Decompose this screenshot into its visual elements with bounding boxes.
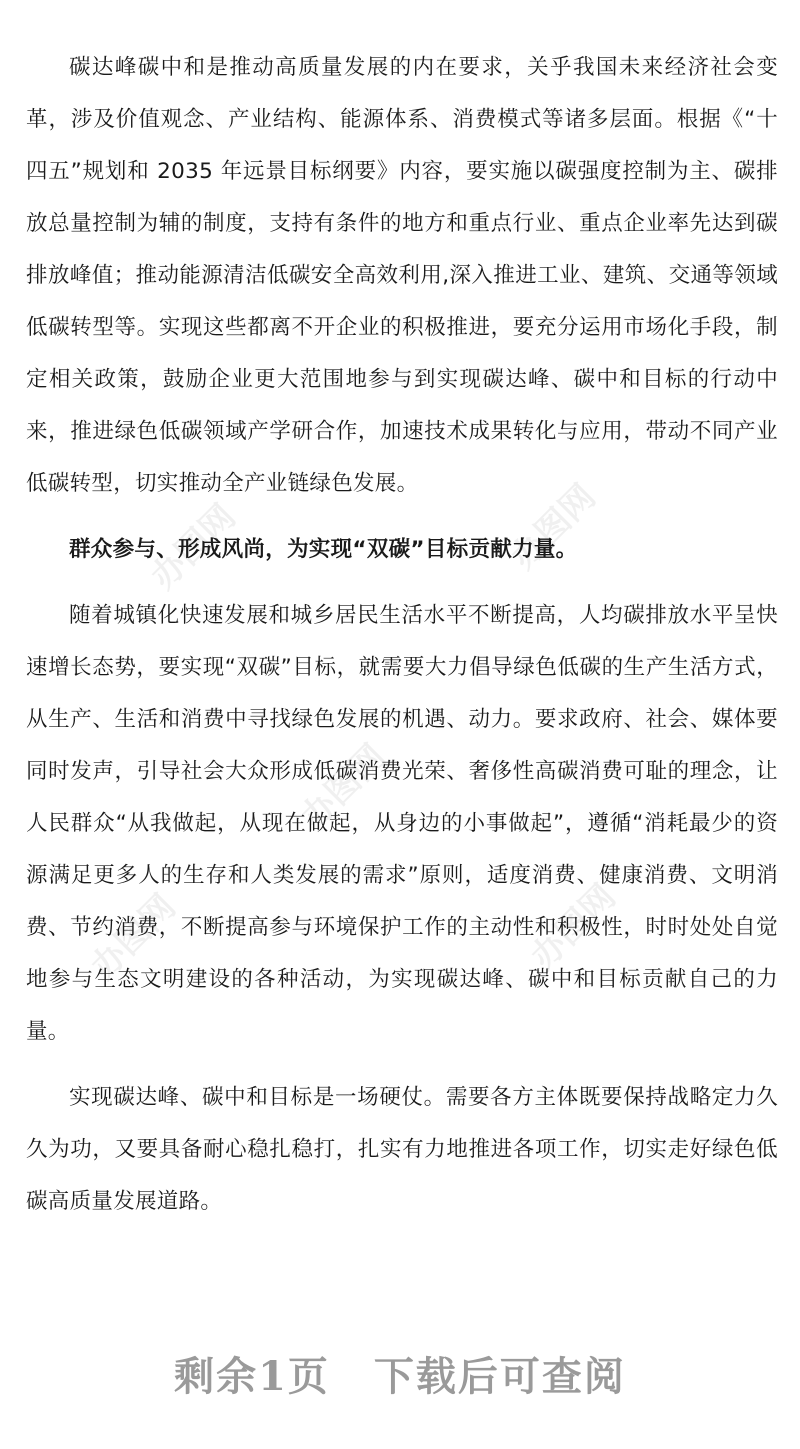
paragraph: 随着城镇化快速发展和城乡居民生活水平不断提高，人均碳排放水平呈快速增长态势，要实现“双碳”目标，就需要大力倡导绿色低碳的生产生活方式，从生产、生活和消费中寻找绿色发展的机遇、动力。要求政府、社会、媒体要同时发声，引导社会大众形成低碳消费光荣、奢侈性高碳消费可耻的理念，让人民群众“从我做起，从现在做起，从身边的小事做起”，遵循“消耗最少的资源满足更多人的生存和人类发展的需求”原则，适度消费、健康消费、文明消费、节约消费，不断提高参与环境保护工作的主动性和积极性，时时处处自觉地参与生态文明建设的各种活动，为实现碳达峰、碳中和目标贡献自己的力量。 bbox=[26, 603, 778, 1044]
document-body bbox=[26, 42, 778, 1228]
download-prompt[interactable] bbox=[0, 1345, 800, 1402]
watermark: 办图网 bbox=[523, 876, 624, 978]
remaining-pages-text: 剩余1页 bbox=[174, 1353, 330, 1400]
paragraph: 碳达峰碳中和是推动高质量发展的内在要求，关乎我国未来经济社会变革，涉及价值观念、产业结构、能源体系、消费模式等诸多层面。根据《“十四五”规划和 2035 年远景目标纲要》内容，要实施以碳强度控制为主、碳排放总量控制为辅的制度，支持有条件的地方和重点行业、重点企业率先达到碳排放峰值；推动能源清洁低碳安全高效利用,深入推进工业、建筑、交通等领域低碳转型等。实现这些都离不开企业的积极推进，要充分运用市场化手段，制定相关政策，鼓励企业更大范围地参与到实现碳达峰、碳中和目标的行动中来，推进绿色低碳领域产学研合作，加速技术成果转化与应用，带动不同产业低碳转型，切实推动全产业链绿色发展。 bbox=[26, 55, 778, 496]
download-hint-text: 下载后可查阅 bbox=[373, 1353, 626, 1400]
watermark: 办图网 bbox=[503, 476, 604, 578]
watermark: 办图网 bbox=[293, 736, 394, 838]
paragraph: 实现碳达峰、碳中和目标是一场硬仗。需要各方主体既要保持战略定力久久为功，又要具备耐心稳扎稳打，扎实有力地推进各项工作，切实走好绿色低碳高质量发展道路。 bbox=[26, 1085, 778, 1214]
watermark: 办图网 bbox=[83, 886, 184, 988]
section-heading: 群众参与、形成风尚，为实现“双碳”目标贡献力量。 bbox=[69, 537, 578, 562]
watermark: 办图网 bbox=[143, 496, 244, 598]
